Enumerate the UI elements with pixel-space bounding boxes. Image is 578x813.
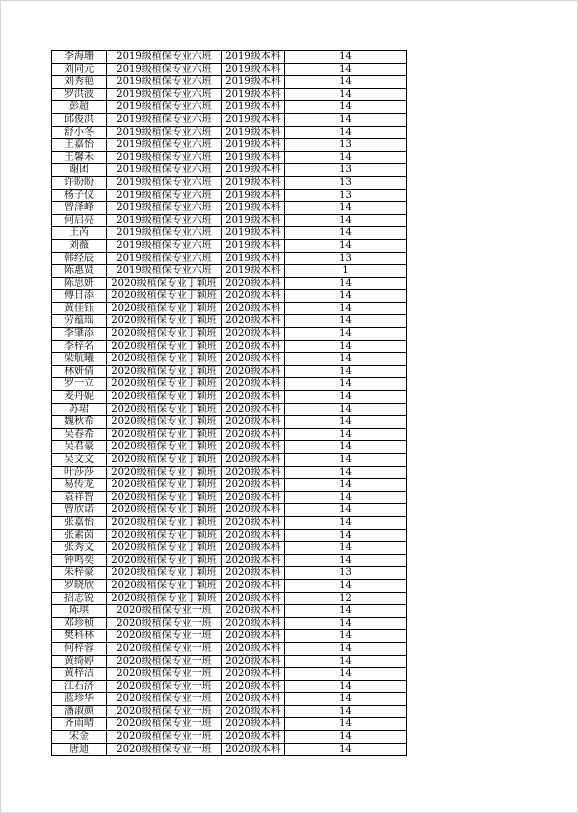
table-row	[52, 126, 407, 139]
table-row	[52, 252, 407, 265]
table-row	[52, 504, 407, 517]
class-cell: 2019级植保专业六班	[107, 76, 222, 89]
table-row	[52, 277, 407, 290]
count-cell: 14	[285, 693, 407, 706]
student-name-cell: 麦丹妮	[52, 391, 107, 404]
class-cell: 2019级植保专业六班	[107, 139, 222, 152]
table-row	[52, 542, 407, 555]
class-cell: 2019级植保专业六班	[107, 126, 222, 139]
table-row	[52, 441, 407, 454]
table-row	[52, 693, 407, 706]
count-cell: 14	[285, 391, 407, 404]
student-name-cell: 蓝珍华	[52, 693, 107, 706]
grade-cell: 2020级本科	[222, 403, 285, 416]
student-name-cell: 陈思妍	[52, 277, 107, 290]
grade-cell: 2020级本科	[222, 529, 285, 542]
student-name-cell: 张嘉怡	[52, 516, 107, 529]
class-cell: 2020级植保专业一班	[107, 705, 222, 718]
student-name-cell: 宋金	[52, 731, 107, 744]
count-cell: 14	[285, 605, 407, 618]
table-row	[52, 680, 407, 693]
table-row	[52, 403, 407, 416]
count-cell: 14	[285, 88, 407, 101]
student-name-cell: 罗洪波	[52, 88, 107, 101]
class-cell: 2019级植保专业六班	[107, 63, 222, 76]
table-row	[52, 189, 407, 202]
student-name-cell: 黄梓洁	[52, 668, 107, 681]
grade-cell: 2019级本科	[222, 214, 285, 227]
class-cell: 2019级植保专业六班	[107, 88, 222, 101]
class-cell: 2019级植保专业六班	[107, 227, 222, 240]
table-row	[52, 743, 407, 756]
table-row	[52, 265, 407, 278]
class-cell: 2020级植保专业丁颖班	[107, 277, 222, 290]
count-cell: 14	[285, 113, 407, 126]
student-name-cell: 舒小冬	[52, 126, 107, 139]
table-row	[52, 491, 407, 504]
count-cell: 14	[285, 227, 407, 240]
class-cell: 2020级植保专业丁颖班	[107, 391, 222, 404]
student-name-cell: 吴春希	[52, 428, 107, 441]
student-name-cell: 邱俊洪	[52, 113, 107, 126]
count-cell: 14	[285, 353, 407, 366]
count-cell: 14	[285, 731, 407, 744]
class-cell: 2019级植保专业六班	[107, 113, 222, 126]
count-cell: 14	[285, 378, 407, 391]
count-cell: 14	[285, 705, 407, 718]
class-cell: 2019级植保专业六班	[107, 252, 222, 265]
grade-cell: 2020级本科	[222, 504, 285, 517]
table-row	[52, 605, 407, 618]
grade-cell: 2019级本科	[222, 76, 285, 89]
student-name-cell: 刘薇	[52, 239, 107, 252]
table-row	[52, 630, 407, 643]
count-cell: 14	[285, 290, 407, 303]
grade-cell: 2020级本科	[222, 365, 285, 378]
count-cell: 14	[285, 454, 407, 467]
count-cell: 14	[285, 718, 407, 731]
grade-cell: 2019级本科	[222, 151, 285, 164]
table-row	[52, 592, 407, 605]
grade-cell: 2020级本科	[222, 680, 285, 693]
count-cell: 13	[285, 176, 407, 189]
grade-cell: 2020级本科	[222, 378, 285, 391]
class-cell: 2020级植保专业丁颖班	[107, 403, 222, 416]
grade-cell: 2020级本科	[222, 340, 285, 353]
student-name-cell: 何启亮	[52, 214, 107, 227]
grade-cell: 2020级本科	[222, 592, 285, 605]
table-row	[52, 101, 407, 114]
class-cell: 2020级植保专业丁颖班	[107, 592, 222, 605]
table-row	[52, 51, 407, 64]
grade-cell: 2020级本科	[222, 630, 285, 643]
grade-cell: 2019级本科	[222, 126, 285, 139]
student-name-cell: 李梓名	[52, 340, 107, 353]
class-cell: 2020级植保专业丁颖班	[107, 290, 222, 303]
student-roster-table	[51, 50, 407, 756]
student-name-cell: 吴文文	[52, 454, 107, 467]
class-cell: 2019级植保专业六班	[107, 51, 222, 64]
grade-cell: 2019级本科	[222, 139, 285, 152]
table-row	[52, 567, 407, 580]
count-cell: 14	[285, 76, 407, 89]
student-name-cell: 韩经辰	[52, 252, 107, 265]
student-name-cell: 罗晓欣	[52, 579, 107, 592]
class-cell: 2020级植保专业丁颖班	[107, 315, 222, 328]
table-row	[52, 202, 407, 215]
student-name-cell: 张秀文	[52, 542, 107, 555]
grade-cell: 2020级本科	[222, 479, 285, 492]
class-cell: 2020级植保专业一班	[107, 655, 222, 668]
table-row	[52, 731, 407, 744]
count-cell: 14	[285, 416, 407, 429]
student-name-cell: 陈琪	[52, 605, 107, 618]
grade-cell: 2020级本科	[222, 315, 285, 328]
student-name-cell: 齐雨晴	[52, 718, 107, 731]
student-name-cell: 魏秋希	[52, 416, 107, 429]
table-row	[52, 391, 407, 404]
grade-cell: 2020级本科	[222, 693, 285, 706]
count-cell: 14	[285, 403, 407, 416]
count-cell: 14	[285, 126, 407, 139]
grade-cell: 2020级本科	[222, 302, 285, 315]
grade-cell: 2020级本科	[222, 743, 285, 756]
table-row	[52, 164, 407, 177]
count-cell: 14	[285, 214, 407, 227]
class-cell: 2019级植保专业六班	[107, 176, 222, 189]
class-cell: 2020级植保专业丁颖班	[107, 416, 222, 429]
student-name-cell: 朱梓豪	[52, 567, 107, 580]
table-row	[52, 428, 407, 441]
table-row	[52, 516, 407, 529]
student-name-cell: 叶莎莎	[52, 466, 107, 479]
grade-cell: 2020级本科	[222, 668, 285, 681]
table-row	[52, 315, 407, 328]
table-row	[52, 479, 407, 492]
grade-cell: 2020级本科	[222, 567, 285, 580]
class-cell: 2020级植保专业一班	[107, 642, 222, 655]
grade-cell: 2019级本科	[222, 101, 285, 114]
student-name-cell: 王芮	[52, 227, 107, 240]
table-row	[52, 290, 407, 303]
table-row	[52, 416, 407, 429]
grade-cell: 2019级本科	[222, 239, 285, 252]
count-cell: 14	[285, 365, 407, 378]
grade-cell: 2020级本科	[222, 655, 285, 668]
class-cell: 2019级植保专业六班	[107, 239, 222, 252]
grade-cell: 2020级本科	[222, 328, 285, 341]
class-cell: 2020级植保专业丁颖班	[107, 579, 222, 592]
student-name-cell: 王馨禾	[52, 151, 107, 164]
class-cell: 2020级植保专业丁颖班	[107, 479, 222, 492]
grade-cell: 2020级本科	[222, 605, 285, 618]
count-cell: 14	[285, 668, 407, 681]
table-row	[52, 454, 407, 467]
student-name-cell: 邓珍桢	[52, 617, 107, 630]
grade-cell: 2020级本科	[222, 642, 285, 655]
grade-cell: 2020级本科	[222, 466, 285, 479]
count-cell: 14	[285, 328, 407, 341]
count-cell: 14	[285, 554, 407, 567]
class-cell: 2020级植保专业一班	[107, 743, 222, 756]
class-cell: 2019级植保专业六班	[107, 101, 222, 114]
grade-cell: 2020级本科	[222, 277, 285, 290]
class-cell: 2020级植保专业一班	[107, 617, 222, 630]
class-cell: 2019级植保专业六班	[107, 202, 222, 215]
grade-cell: 2019级本科	[222, 189, 285, 202]
student-name-cell: 傅日添	[52, 290, 107, 303]
grade-cell: 2019级本科	[222, 265, 285, 278]
student-name-cell: 陈惠贤	[52, 265, 107, 278]
class-cell: 2020级植保专业一班	[107, 718, 222, 731]
student-name-cell: 梁航曦	[52, 353, 107, 366]
class-cell: 2020级植保专业丁颖班	[107, 454, 222, 467]
count-cell: 14	[285, 479, 407, 492]
student-name-cell: 黄绮婷	[52, 655, 107, 668]
student-name-cell: 曾泽峰	[52, 202, 107, 215]
class-cell: 2019级植保专业六班	[107, 214, 222, 227]
table-row	[52, 239, 407, 252]
grade-cell: 2020级本科	[222, 416, 285, 429]
student-name-cell: 钟鸣奕	[52, 554, 107, 567]
class-cell: 2020级植保专业丁颖班	[107, 554, 222, 567]
class-cell: 2020级植保专业一班	[107, 731, 222, 744]
table-row	[52, 617, 407, 630]
student-name-cell: 杨子仪	[52, 189, 107, 202]
grade-cell: 2020级本科	[222, 579, 285, 592]
table-row	[52, 113, 407, 126]
count-cell: 14	[285, 630, 407, 643]
grade-cell: 2020级本科	[222, 454, 285, 467]
count-cell: 14	[285, 655, 407, 668]
count-cell: 14	[285, 302, 407, 315]
class-cell: 2020级植保专业丁颖班	[107, 504, 222, 517]
grade-cell: 2020级本科	[222, 617, 285, 630]
table-row	[52, 63, 407, 76]
count-cell: 12	[285, 592, 407, 605]
count-cell: 14	[285, 315, 407, 328]
table-row	[52, 554, 407, 567]
count-cell: 13	[285, 567, 407, 580]
count-cell: 14	[285, 466, 407, 479]
count-cell: 14	[285, 428, 407, 441]
count-cell: 14	[285, 542, 407, 555]
class-cell: 2020级植保专业丁颖班	[107, 328, 222, 341]
table-row	[52, 579, 407, 592]
grade-cell: 2019级本科	[222, 88, 285, 101]
grade-cell: 2019级本科	[222, 63, 285, 76]
table-row	[52, 139, 407, 152]
count-cell: 14	[285, 491, 407, 504]
grade-cell: 2019级本科	[222, 176, 285, 189]
count-cell: 14	[285, 63, 407, 76]
grade-cell: 2020级本科	[222, 554, 285, 567]
count-cell: 13	[285, 189, 407, 202]
table-row	[52, 642, 407, 655]
grade-cell: 2020级本科	[222, 290, 285, 303]
class-cell: 2020级植保专业一班	[107, 693, 222, 706]
class-cell: 2020级植保专业一班	[107, 680, 222, 693]
count-cell: 14	[285, 504, 407, 517]
class-cell: 2019级植保专业六班	[107, 265, 222, 278]
student-name-cell: 李海珊	[52, 51, 107, 64]
student-name-cell: 潘淑颜	[52, 705, 107, 718]
student-name-cell: 劳蕴瑶	[52, 315, 107, 328]
class-cell: 2019级植保专业六班	[107, 164, 222, 177]
class-cell: 2020级植保专业丁颖班	[107, 529, 222, 542]
count-cell: 13	[285, 252, 407, 265]
count-cell: 14	[285, 743, 407, 756]
student-name-cell: 何梓蓉	[52, 642, 107, 655]
student-name-cell: 袁祥智	[52, 491, 107, 504]
student-name-cell: 刘同元	[52, 63, 107, 76]
roster-table-body	[52, 51, 407, 756]
table-row	[52, 88, 407, 101]
count-cell: 14	[285, 101, 407, 114]
grade-cell: 2020级本科	[222, 542, 285, 555]
student-name-cell: 唐迪	[52, 743, 107, 756]
grade-cell: 2020级本科	[222, 428, 285, 441]
class-cell: 2020级植保专业丁颖班	[107, 365, 222, 378]
student-name-cell: 刘秀艳	[52, 76, 107, 89]
table-row	[52, 214, 407, 227]
table-row	[52, 340, 407, 353]
count-cell: 14	[285, 202, 407, 215]
count-cell: 14	[285, 642, 407, 655]
student-name-cell: 林妍倩	[52, 365, 107, 378]
student-name-cell: 许盼盼	[52, 176, 107, 189]
student-name-cell: 张素茵	[52, 529, 107, 542]
table-row	[52, 718, 407, 731]
table-row	[52, 705, 407, 718]
count-cell: 14	[285, 617, 407, 630]
student-name-cell: 李肇添	[52, 328, 107, 341]
student-name-cell: 谢团	[52, 164, 107, 177]
count-cell: 13	[285, 139, 407, 152]
count-cell: 14	[285, 239, 407, 252]
student-name-cell: 江石济	[52, 680, 107, 693]
grade-cell: 2019级本科	[222, 227, 285, 240]
class-cell: 2019级植保专业六班	[107, 189, 222, 202]
student-name-cell: 黄佳钰	[52, 302, 107, 315]
count-cell: 14	[285, 441, 407, 454]
table-row	[52, 466, 407, 479]
count-cell: 13	[285, 164, 407, 177]
grade-cell: 2019级本科	[222, 252, 285, 265]
count-cell: 14	[285, 529, 407, 542]
table-row	[52, 668, 407, 681]
count-cell: 14	[285, 340, 407, 353]
student-name-cell: 吴君豪	[52, 441, 107, 454]
table-row	[52, 365, 407, 378]
grade-cell: 2020级本科	[222, 491, 285, 504]
class-cell: 2020级植保专业丁颖班	[107, 466, 222, 479]
table-row	[52, 353, 407, 366]
grade-cell: 2020级本科	[222, 516, 285, 529]
class-cell: 2020级植保专业丁颖班	[107, 542, 222, 555]
grade-cell: 2019级本科	[222, 202, 285, 215]
count-cell: 14	[285, 680, 407, 693]
student-name-cell: 彭超	[52, 101, 107, 114]
student-name-cell: 樊科林	[52, 630, 107, 643]
count-cell: 14	[285, 579, 407, 592]
grade-cell: 2020级本科	[222, 353, 285, 366]
student-name-cell: 罗一立	[52, 378, 107, 391]
class-cell: 2020级植保专业一班	[107, 605, 222, 618]
table-row	[52, 328, 407, 341]
count-cell: 14	[285, 516, 407, 529]
class-cell: 2020级植保专业丁颖班	[107, 378, 222, 391]
student-name-cell: 招志锐	[52, 592, 107, 605]
class-cell: 2020级植保专业丁颖班	[107, 428, 222, 441]
grade-cell: 2019级本科	[222, 113, 285, 126]
class-cell: 2020级植保专业丁颖班	[107, 441, 222, 454]
grade-cell: 2020级本科	[222, 705, 285, 718]
grade-cell: 2019级本科	[222, 51, 285, 64]
count-cell: 1	[285, 265, 407, 278]
class-cell: 2020级植保专业一班	[107, 668, 222, 681]
grade-cell: 2020级本科	[222, 441, 285, 454]
class-cell: 2020级植保专业丁颖班	[107, 302, 222, 315]
table-row	[52, 176, 407, 189]
class-cell: 2019级植保专业六班	[107, 151, 222, 164]
class-cell: 2020级植保专业一班	[107, 630, 222, 643]
count-cell: 14	[285, 277, 407, 290]
table-row	[52, 151, 407, 164]
student-name-cell: 曾欣诺	[52, 504, 107, 517]
class-cell: 2020级植保专业丁颖班	[107, 491, 222, 504]
table-row	[52, 529, 407, 542]
table-row	[52, 76, 407, 89]
table-row	[52, 378, 407, 391]
class-cell: 2020级植保专业丁颖班	[107, 516, 222, 529]
count-cell: 14	[285, 51, 407, 64]
table-row	[52, 227, 407, 240]
grade-cell: 2019级本科	[222, 164, 285, 177]
class-cell: 2020级植保专业丁颖班	[107, 340, 222, 353]
student-name-cell: 易传龙	[52, 479, 107, 492]
grade-cell: 2020级本科	[222, 391, 285, 404]
class-cell: 2020级植保专业丁颖班	[107, 567, 222, 580]
table-row	[52, 655, 407, 668]
grade-cell: 2020级本科	[222, 718, 285, 731]
grade-cell: 2020级本科	[222, 731, 285, 744]
class-cell: 2020级植保专业丁颖班	[107, 353, 222, 366]
table-row	[52, 302, 407, 315]
count-cell: 14	[285, 151, 407, 164]
student-name-cell: 苏珺	[52, 403, 107, 416]
student-name-cell: 王嘉怡	[52, 139, 107, 152]
